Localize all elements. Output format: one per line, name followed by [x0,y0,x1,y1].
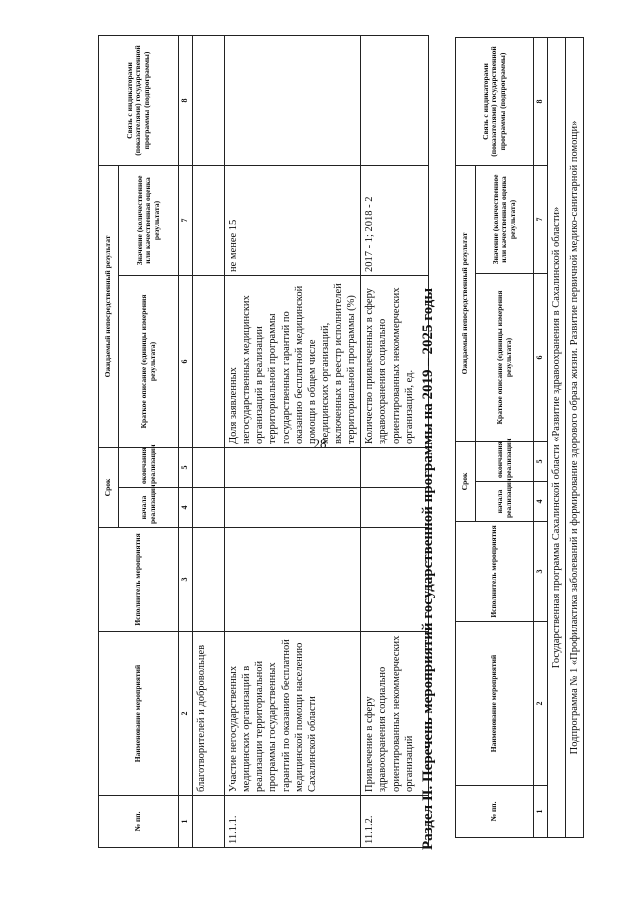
header-result: Ожидаемый непосредственный результат [456,165,476,441]
row-num [193,796,225,848]
row-value: 2017 - 1; 2018 - 2 [361,165,429,275]
row-value [193,165,225,275]
col-number: 8 [179,35,193,165]
header-desc: Краткое описание (единицы измерения результата) [476,273,534,441]
header-num: № пп. [456,786,534,838]
table-row [566,37,584,837]
row-end [361,447,429,487]
header-start: начала реализации [476,482,534,522]
row-start [193,488,225,528]
row-start [361,488,429,528]
table-row [225,35,361,847]
row-name: Привлечение в сферу здравоохранения социально ориентированных некоммерческих организаций [361,632,429,796]
table-row [193,35,225,847]
row-end [225,447,361,487]
col-number: 5 [534,441,548,481]
header-link: Связь с индикаторами (показателями) государственной программы (подпрограммы) [456,37,534,165]
row-num: 11.1.2. [361,796,429,848]
row-executor [193,528,225,632]
col-number: 4 [179,488,193,528]
row-link [193,35,225,165]
row-desc: Количество привлеченных в сферу здравоохранения социально ориентированных некоммерческих организаций, ед. [361,275,429,447]
header-result: Ожидаемый непосредственный результат [99,165,119,447]
col-number: 4 [534,482,548,522]
col-number: 7 [179,165,193,275]
page-number: 28 [313,436,327,451]
header-term: Срок [456,441,476,521]
measures-table [455,37,584,838]
header-name: Наименование мероприятий [99,632,179,796]
col-number: 5 [179,447,193,487]
header-term: Срок [99,447,119,527]
col-number: 1 [179,796,193,848]
header-end: окончания реализации [476,441,534,481]
continued-measures-table [98,35,429,848]
header-start: начала реализации [119,488,179,528]
row-name: благотворителей и добровольцев [193,632,225,796]
header-end: окончания реализации [119,447,179,487]
header-value: Значение (количественное или качественная оценка результата) [476,165,534,273]
col-number: 7 [534,165,548,273]
col-number: 8 [534,37,548,165]
row-executor [361,528,429,632]
program-row: Государственная программа Сахалинской области «Развитие здравоохранения в Сахалинской области» [548,37,566,837]
col-number: 3 [534,522,548,622]
row-name: Участие негосударственных медицинских организаций в реализации территориальной программы государственных гарантий по оказанию бесплатной медицинской помощи населению Сахалинской области [225,632,361,796]
header-num: № пп. [99,796,179,848]
col-number: 3 [179,528,193,632]
header-executor: Исполнитель мероприятия [456,522,534,622]
row-desc: Доля заявленных негосударственных медицинских организаций в реализации территориальной программы государственных гарантий по оказанию бесплатной медицинской помощи в общем числе медицинских организаций, включенных в реестр исполнителей территориальной программы (%) [225,275,361,447]
col-number: 2 [179,632,193,796]
row-link [361,35,429,165]
col-number: 6 [179,275,193,447]
header-desc: Краткое описание (единицы измерения результата) [119,275,179,447]
row-executor [225,528,361,632]
row-value: не менее 15 [225,165,361,275]
row-num: 11.1.1. [225,796,361,848]
header-name: Наименование мероприятий [456,622,534,786]
row-desc [193,275,225,447]
col-number: 2 [534,622,548,786]
table-row [361,35,429,847]
row-end [193,447,225,487]
subprogram-row: Подпрограмма № 1 «Профилактика заболеваний и формирование здорового образа жизни. Развитие первичной медико-санитарной помощи» [566,37,584,837]
header-executor: Исполнитель мероприятия [99,528,179,632]
header-value: Значение (количественное или качественная оценка результата) [119,165,179,275]
col-number: 6 [534,273,548,441]
section-title: Раздел II. Перечень мероприятий государственной программы на 2019 – 2025 годы [420,287,436,850]
header-link: Связь с индикаторами (показателями) государственной программы (подпрограммы) [99,35,179,165]
row-start [225,488,361,528]
col-number: 1 [534,786,548,838]
row-link [225,35,361,165]
table-row [548,37,566,837]
